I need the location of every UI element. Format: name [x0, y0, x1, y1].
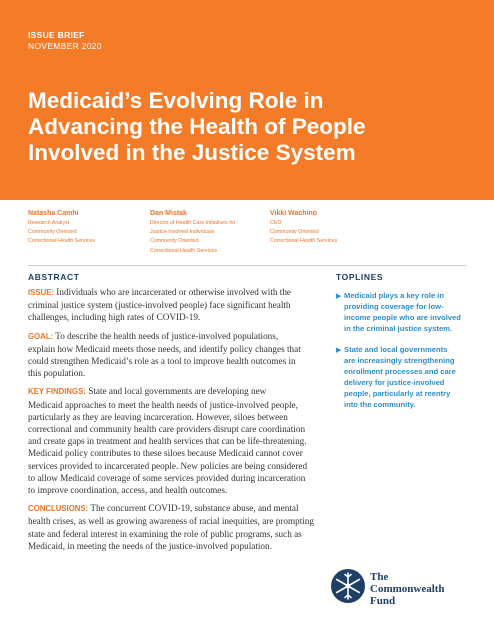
author-affiliation-line: Community Oriented [150, 238, 199, 245]
paragraph-line: Medicaid, in meeting the needs of the justice-involved population. [28, 540, 272, 551]
paragraph-line: explain how Medicaid meets those needs, and identify policy changes that [28, 343, 301, 354]
paragraph-line: to improve coordination, access, and health outcomes. [28, 485, 228, 496]
paragraph-line: Medicaid policy contributes to these siloes because Medicaid cannot cover [28, 448, 303, 459]
paragraph-text: Individuals who are incarcerated or otherwise involved with the [56, 287, 292, 297]
toplines-heading: TOPLINES [336, 272, 384, 282]
topline-line: State and local governments [344, 345, 448, 354]
abstract-body [28, 286, 328, 558]
paragraph-line: particularly as they are leaving incarceration. However, siloes between [28, 411, 288, 422]
abstract-paragraph-key-findings [28, 385, 328, 496]
doc-type-label: ISSUE BRIEF [28, 30, 85, 40]
document-title [28, 88, 468, 166]
author-block [150, 210, 270, 256]
author-name: Dan Mistak [150, 210, 187, 217]
paragraph-lead: CONCLUSIONS: [28, 504, 89, 514]
paragraph-line: to allow Medicaid coverage of some services provided during incarceration [28, 472, 306, 483]
paragraph-line [28, 330, 328, 343]
arrow-right-icon: ▶ [336, 293, 342, 300]
abstract-paragraph-issue [28, 286, 328, 324]
publication-date: NOVEMBER 2020 [28, 41, 102, 51]
topline-line: are increasingly strengthening [344, 356, 455, 365]
paragraph-line: and create gaps in treatment and health services that can be life-threatening. [28, 436, 307, 447]
paragraph-line: criminal justice system (justice-involved people) face significant health [28, 300, 291, 311]
arrow-right-icon: ▶ [336, 347, 342, 354]
topline-line: Medicaid plays a key role in [344, 291, 445, 300]
topline-line: enrollment processes and care [344, 367, 456, 376]
abstract-paragraph-conclusions [28, 502, 328, 552]
paragraph-line: this population. [28, 368, 86, 379]
logo-text-line: The [370, 571, 389, 583]
author-affiliation-line: Research Analyst [28, 220, 70, 226]
author-name: Vikki Wachino [270, 210, 318, 217]
author-affiliation-line: Director of Health Care Initiatives for [150, 220, 236, 226]
author-affiliation-line: Community Oriented [28, 229, 77, 236]
topline-line: providing coverage for low- [344, 302, 444, 311]
author-affiliation-line: Correctional Health Services [270, 238, 338, 245]
paragraph-line [28, 286, 328, 299]
topline-item [336, 290, 476, 334]
paragraph-line: challenges, including high rates of COVID-19. [28, 312, 201, 323]
paragraph-line: health crises, as well as growing awareness of racial inequities, are prompting [28, 516, 314, 527]
topline-line: people, particularly at reentry [344, 389, 451, 398]
paragraph-line: could strengthen Medicaid’s role as a tool to improve health outcomes in [28, 356, 296, 367]
title-line: Medicaid’s Evolving Role in [28, 88, 324, 113]
toplines-list [336, 290, 476, 420]
paragraph-line: services provided to incarcerated people. New policies are being considered [28, 460, 308, 471]
author-affiliation-line: CEO [270, 220, 282, 226]
title-line: Advancing the Health of People [28, 114, 366, 139]
author-affiliation-line: Correctional Health Services [150, 247, 218, 254]
author-block [270, 210, 390, 247]
topline-line: into the community. [344, 400, 416, 409]
logo-text-line: Fund [370, 595, 396, 607]
author-name: Natasha Camhi [28, 210, 79, 217]
logo-text-line: Commonwealth [370, 583, 445, 595]
paragraph-lead: GOAL: [28, 331, 54, 341]
paragraph-text: State and local governments are developing new [88, 386, 267, 397]
snowflake-emblem-icon [330, 568, 366, 604]
abstract-paragraph-goal [28, 330, 328, 380]
header-banner [0, 0, 494, 200]
paragraph-line: Medicaid approaches to meet the health needs of justice-involved people, [28, 399, 298, 410]
paragraph-line: state and federal interest in examining the role of public programs, such as [28, 528, 302, 539]
topline-item [336, 344, 476, 410]
abstract-heading: ABSTRACT [28, 272, 80, 282]
paragraph-line [28, 502, 328, 515]
author-block [28, 210, 148, 247]
paragraph-lead: ISSUE: [28, 288, 54, 297]
paragraph-lead: KEY FINDINGS: [28, 387, 86, 397]
paragraph-line: correctional and community health care providers disrupt care coordination [28, 424, 306, 435]
topline-line: income people who are involved [344, 313, 461, 322]
author-affiliation-line: Justice-Involved Individuals [150, 229, 215, 236]
paragraph-text: The concurrent COVID-19, substance abuse, and mental [90, 503, 299, 514]
logo-wordmark [370, 571, 445, 607]
section-divider [28, 265, 466, 266]
author-affiliation-line: Correctional Health Services [28, 238, 96, 245]
paragraph-line [28, 385, 328, 398]
title-line: Involved in the Justice System [28, 140, 356, 165]
topline-line: in the criminal justice system. [344, 324, 453, 333]
topline-line: delivery for justice-involved [344, 378, 445, 387]
paragraph-text: To describe the health needs of justice-involved populations, [55, 330, 279, 341]
author-affiliation-line: Community Oriented [270, 229, 319, 236]
commonwealth-fund-logo [330, 568, 470, 618]
